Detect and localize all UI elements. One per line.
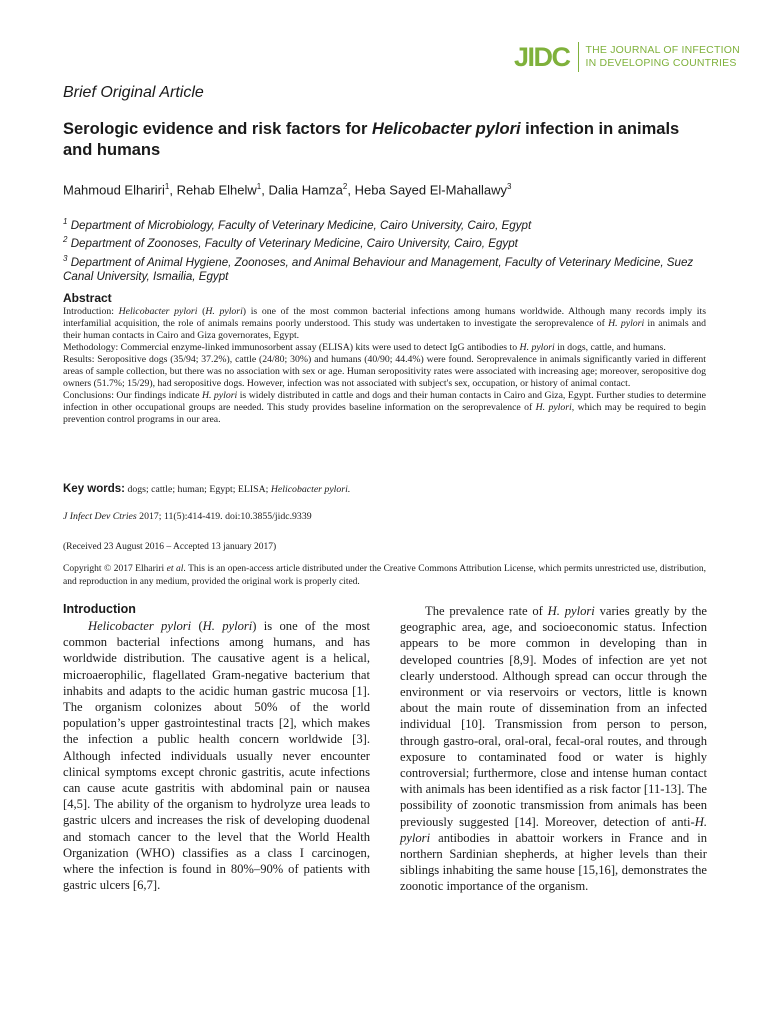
abstract-introduction: Introduction: Helicobacter pylori (H. pylori) is one of the most common bacterial infections among humans worldwide. Although many records imply its interfamilial acquisition, the role of animals remains poorly understood. This study was undertaken to investigate the seroprevalence of H. pylori in animals and their human contacts in Cairo and Giza governorates, Egypt. — [63, 306, 706, 341]
author-name: Rehab Elhelw — [176, 182, 257, 198]
author-affiliation: 1 — [256, 182, 262, 191]
introduction-paragraph-1: Helicobacter pylori (H. pylori) is one of the most common bacterial infections among humans, and has worldwide distribution. The causative agent is a helical, microaerophilic, flagellated Gram-negative bacterium that inhabits and adapts to the acidic human gastric mucosa [1]. The organism colonizes about 50% of the world population’s upper gastrointestinal tracts [2], which makes the infection a public health concern worldwide [3]. Although infected individuals usually never encounter clinical symptoms except chronic gastritis, acute infections can cause acute gastritis with abdominal pain or nausea [4,5]. The ability of the organism to hydrolyze urea leads to gastric ulcers and increases the risk of developing duodenal and stomach cancer to the level that the World Health Organization (WHO) classifies as a class I carcinogen, where the infection is found in 80%–90% of patients with gastric ulcers [6,7]. — [63, 619, 370, 893]
title-italic: Helicobacter pylori — [372, 120, 521, 138]
affiliation-number: 2 — [63, 235, 68, 245]
left-column — [63, 602, 370, 893]
journal-name-line1: THE JOURNAL OF INFECTION — [585, 44, 740, 56]
copyright-notice: Copyright © 2017 Elhariri et al. This is an open-access article distributed under the Creative Commons Attribution License, which permits unrestricted use, distribution, and reproduction in any medium, provided the original work is properly cited. — [63, 564, 707, 587]
affiliation-number: 3 — [63, 253, 68, 263]
abstract-heading: Abstract — [63, 291, 112, 305]
citation — [63, 511, 312, 522]
abstract-methodology: Methodology: Commercial enzyme-linked immunosorbent assay (ELISA) kits were used to detect IgG antibodies to H. pylori in dogs, cattle, and humans. — [63, 342, 666, 353]
article-title — [63, 119, 703, 161]
citation-details: 2017; 11(5):414-419. doi:10.3855/jidc.9339 — [136, 511, 312, 522]
affiliation-text: Department of Animal Hygiene, Zoonoses, and Animal Behaviour and Management, Faculty of Veterinary Medicine, Suez Canal University, Ismailia, Egypt — [63, 255, 694, 284]
affiliation — [63, 252, 703, 285]
author-name: Heba Sayed El-Mahallawy — [354, 182, 508, 198]
logo-mark: JIDC — [514, 41, 570, 72]
affiliation — [63, 215, 703, 233]
author-name: Mahmoud Elhariri — [63, 182, 165, 198]
title-part2: infection in animals and humans — [63, 120, 680, 159]
affiliation — [63, 233, 703, 251]
journal-name-line2: IN DEVELOPING COUNTRIES — [585, 57, 737, 69]
title-part1: Serologic evidence and risk factors for — [63, 120, 373, 138]
introduction-paragraph-2: The prevalence rate of H. pylori varies greatly by the geographic area, age, and socioeconomic status. Infection appears to be more common in developing than in developed countries [8,9]. Modes of infection are yet not clearly understood. Although spread can occur through the environment or via reservoirs or vectors, little is known about the main route of dissemination from an infected individual [10]. Transmission from person to person, through gastro-oral, oral-oral, fecal-oral routes, and through exposure to contaminated food or water is highly controversial; furthermore, close and intense human contact with animals has been identified as a risk factor [11-13]. The possibility of zoonotic transmission from animals has been previously suggested [14]. Moreover, detection of anti-H. pylori antibodies in abattoir workers in France and in northern Sardinian shepherds, at higher levels than their siblings inhabiting the same house [15,16], demonstrates the zoonotic importance of the organism. — [400, 604, 707, 894]
abstract-body — [63, 306, 706, 426]
affiliation-text: Department of Microbiology, Faculty of Veterinary Medicine, Cairo University, Cairo, Egypt — [70, 218, 532, 232]
abstract-conclusions: Conclusions: Our findings indicate H. pylori is widely distributed in cattle and dogs and their human contacts in Cairo and Giza, Egypt. Further studies to determine infection in other occupational groups are needed. This study provides baseline information on the seroprevalence of H. pylori, which may be required to begin prevention control programs in our area. — [63, 390, 707, 425]
author-list: Mahmoud Elhariri$^1$, Rehab Elhelw$^1$, Dalia Hamza$^2$, Heba Sayed El-Mahallawy$^3$ — [63, 182, 512, 198]
author-affiliation: 1 — [164, 182, 170, 191]
author-affiliation: 3 — [507, 182, 512, 191]
journal-logo — [514, 42, 740, 72]
citation-journal: J Infect Dev Ctries — [63, 511, 137, 522]
keywords-italic: Helicobacter pylori. — [270, 484, 351, 495]
right-column — [400, 602, 707, 895]
keywords — [63, 483, 350, 495]
author-name: Dalia Hamza — [268, 182, 343, 198]
affiliation-text: Department of Zoonoses, Faculty of Veterinary Medicine, Cairo University, Cairo, Egypt — [70, 237, 518, 251]
author-affiliation: 2 — [342, 182, 348, 191]
abstract-results: Results: Seropositive dogs (35/94; 37.2%), cattle (24/80; 30%) and humans (40/90; 44.4%) were found. Seroprevalence in animals significantly varied in different areas of sample collection, but there was no association with sex or age. Human seropositivity rates were associated with increasing age; moreover, seropositive dog owners (51.7%; 15/29), had seropositive dogs. However, infection was not associated with subject's sex, occupation, or history of animal contact. — [63, 354, 706, 389]
article-type: Brief Original Article — [63, 84, 204, 101]
introduction-heading: Introduction — [63, 602, 136, 616]
affiliations — [63, 215, 703, 285]
affiliation-number: 1 — [63, 217, 68, 226]
logo-divider — [578, 42, 579, 72]
keywords-label: Key words: — [63, 483, 125, 495]
keywords-text: dogs; cattle; human; Egypt; ELISA; — [125, 484, 271, 495]
received-dates: (Received 23 August 2016 – Accepted 13 january 2017) — [63, 542, 277, 552]
journal-name — [586, 44, 740, 70]
